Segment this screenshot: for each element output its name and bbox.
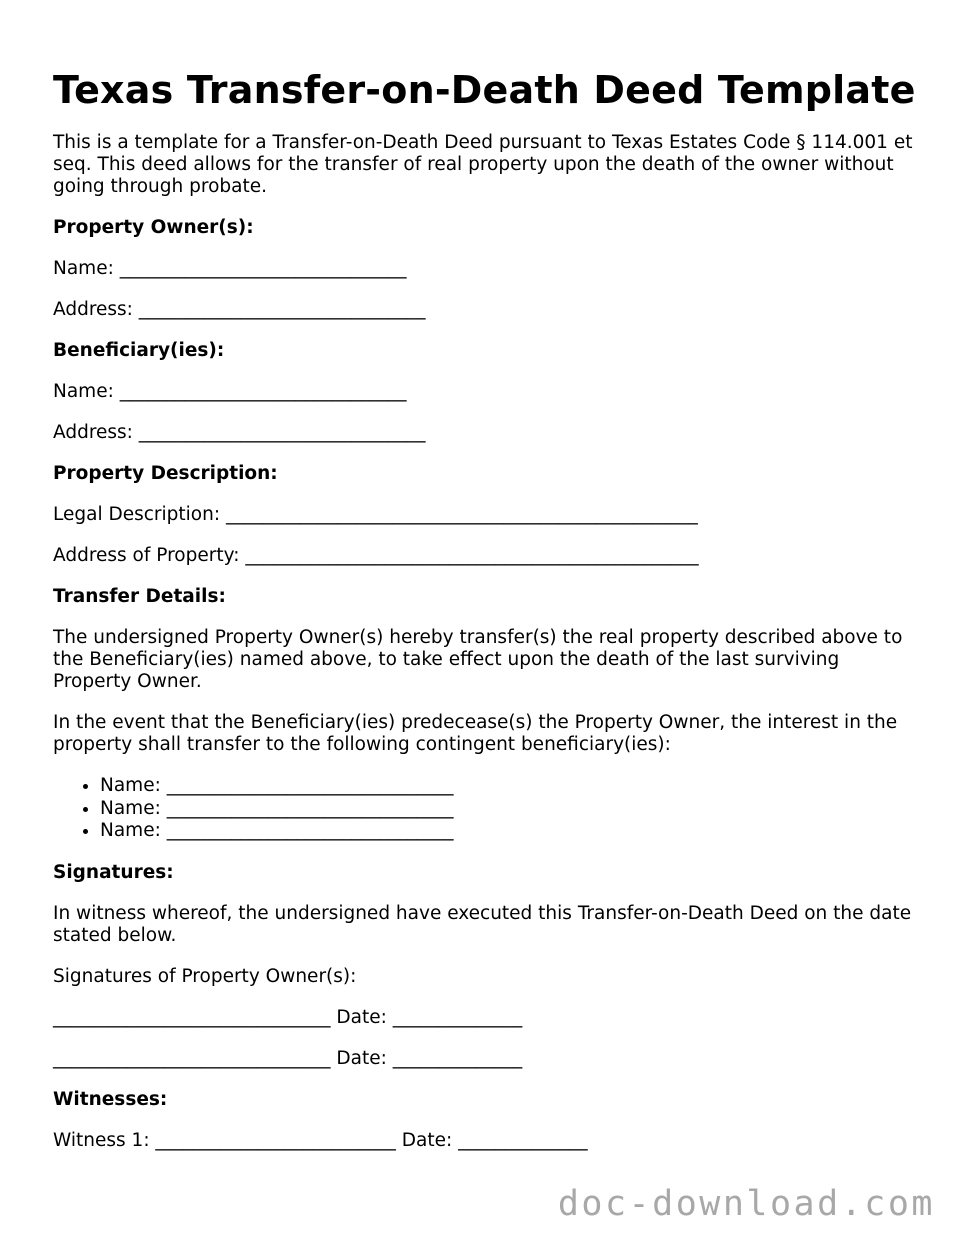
signatures-heading: Signatures: bbox=[53, 861, 174, 883]
contingent-name-field: • Name: _______________________________ bbox=[100, 820, 923, 843]
intro-paragraph: This is a template for a Transfer-on-Death Deed pursuant to Texas Estates Code § 114.001 et seq. This deed allows for the transfer of real property upon the death of the owner without going through probate. bbox=[53, 132, 913, 197]
document-title: Texas Transfer-on-Death Deed Template bbox=[53, 68, 916, 112]
transfer-paragraph: The undersigned Property Owner(s) hereby transfer(s) the real property described above to the Beneficiary(ies) named above, to take effect upon the death of the last surviving Property Owner. bbox=[53, 627, 903, 692]
owner-address-field: Address: _______________________________ bbox=[53, 299, 426, 320]
witnesses-heading: Witnesses: bbox=[53, 1088, 168, 1110]
watermark: doc-download.com bbox=[557, 1184, 935, 1224]
beneficiary-name-field: Name: _______________________________ bbox=[53, 381, 407, 402]
owner-name-field: Name: _______________________________ bbox=[53, 258, 407, 279]
property-address-field: Address of Property: _________________________________________________ bbox=[53, 545, 699, 566]
contingent-name-field: • Name: _______________________________ bbox=[100, 775, 923, 798]
witness-whereof-paragraph: In witness whereof, the undersigned have executed this Transfer-on-Death Deed on the date stated below. bbox=[53, 902, 912, 946]
owner-signatures-label: Signatures of Property Owner(s): bbox=[53, 965, 357, 987]
beneficiary-address-field: Address: _______________________________ bbox=[53, 422, 426, 443]
contingent-name-field: • Name: _______________________________ bbox=[100, 798, 923, 821]
owner-heading: Property Owner(s): bbox=[53, 217, 254, 238]
beneficiary-heading: Beneficiary(ies): bbox=[53, 340, 225, 361]
legal-description-field: Legal Description: ___________________________________________________ bbox=[53, 504, 698, 525]
contingent-beneficiary-list bbox=[53, 775, 923, 843]
transfer-heading: Transfer Details: bbox=[53, 586, 226, 607]
owner-signature-line: ______________________________ Date: ______________ bbox=[53, 1047, 523, 1069]
owner-signature-line: ______________________________ Date: ______________ bbox=[53, 1006, 523, 1028]
contingent-paragraph: In the event that the Beneficiary(ies) predecease(s) the Property Owner, the interest in the property shall transfer to the following contingent beneficiary(ies): bbox=[53, 712, 898, 755]
witness-1-line: Witness 1: __________________________ Date: ______________ bbox=[53, 1129, 588, 1151]
property-heading: Property Description: bbox=[53, 463, 278, 484]
document-page bbox=[53, 64, 923, 1171]
